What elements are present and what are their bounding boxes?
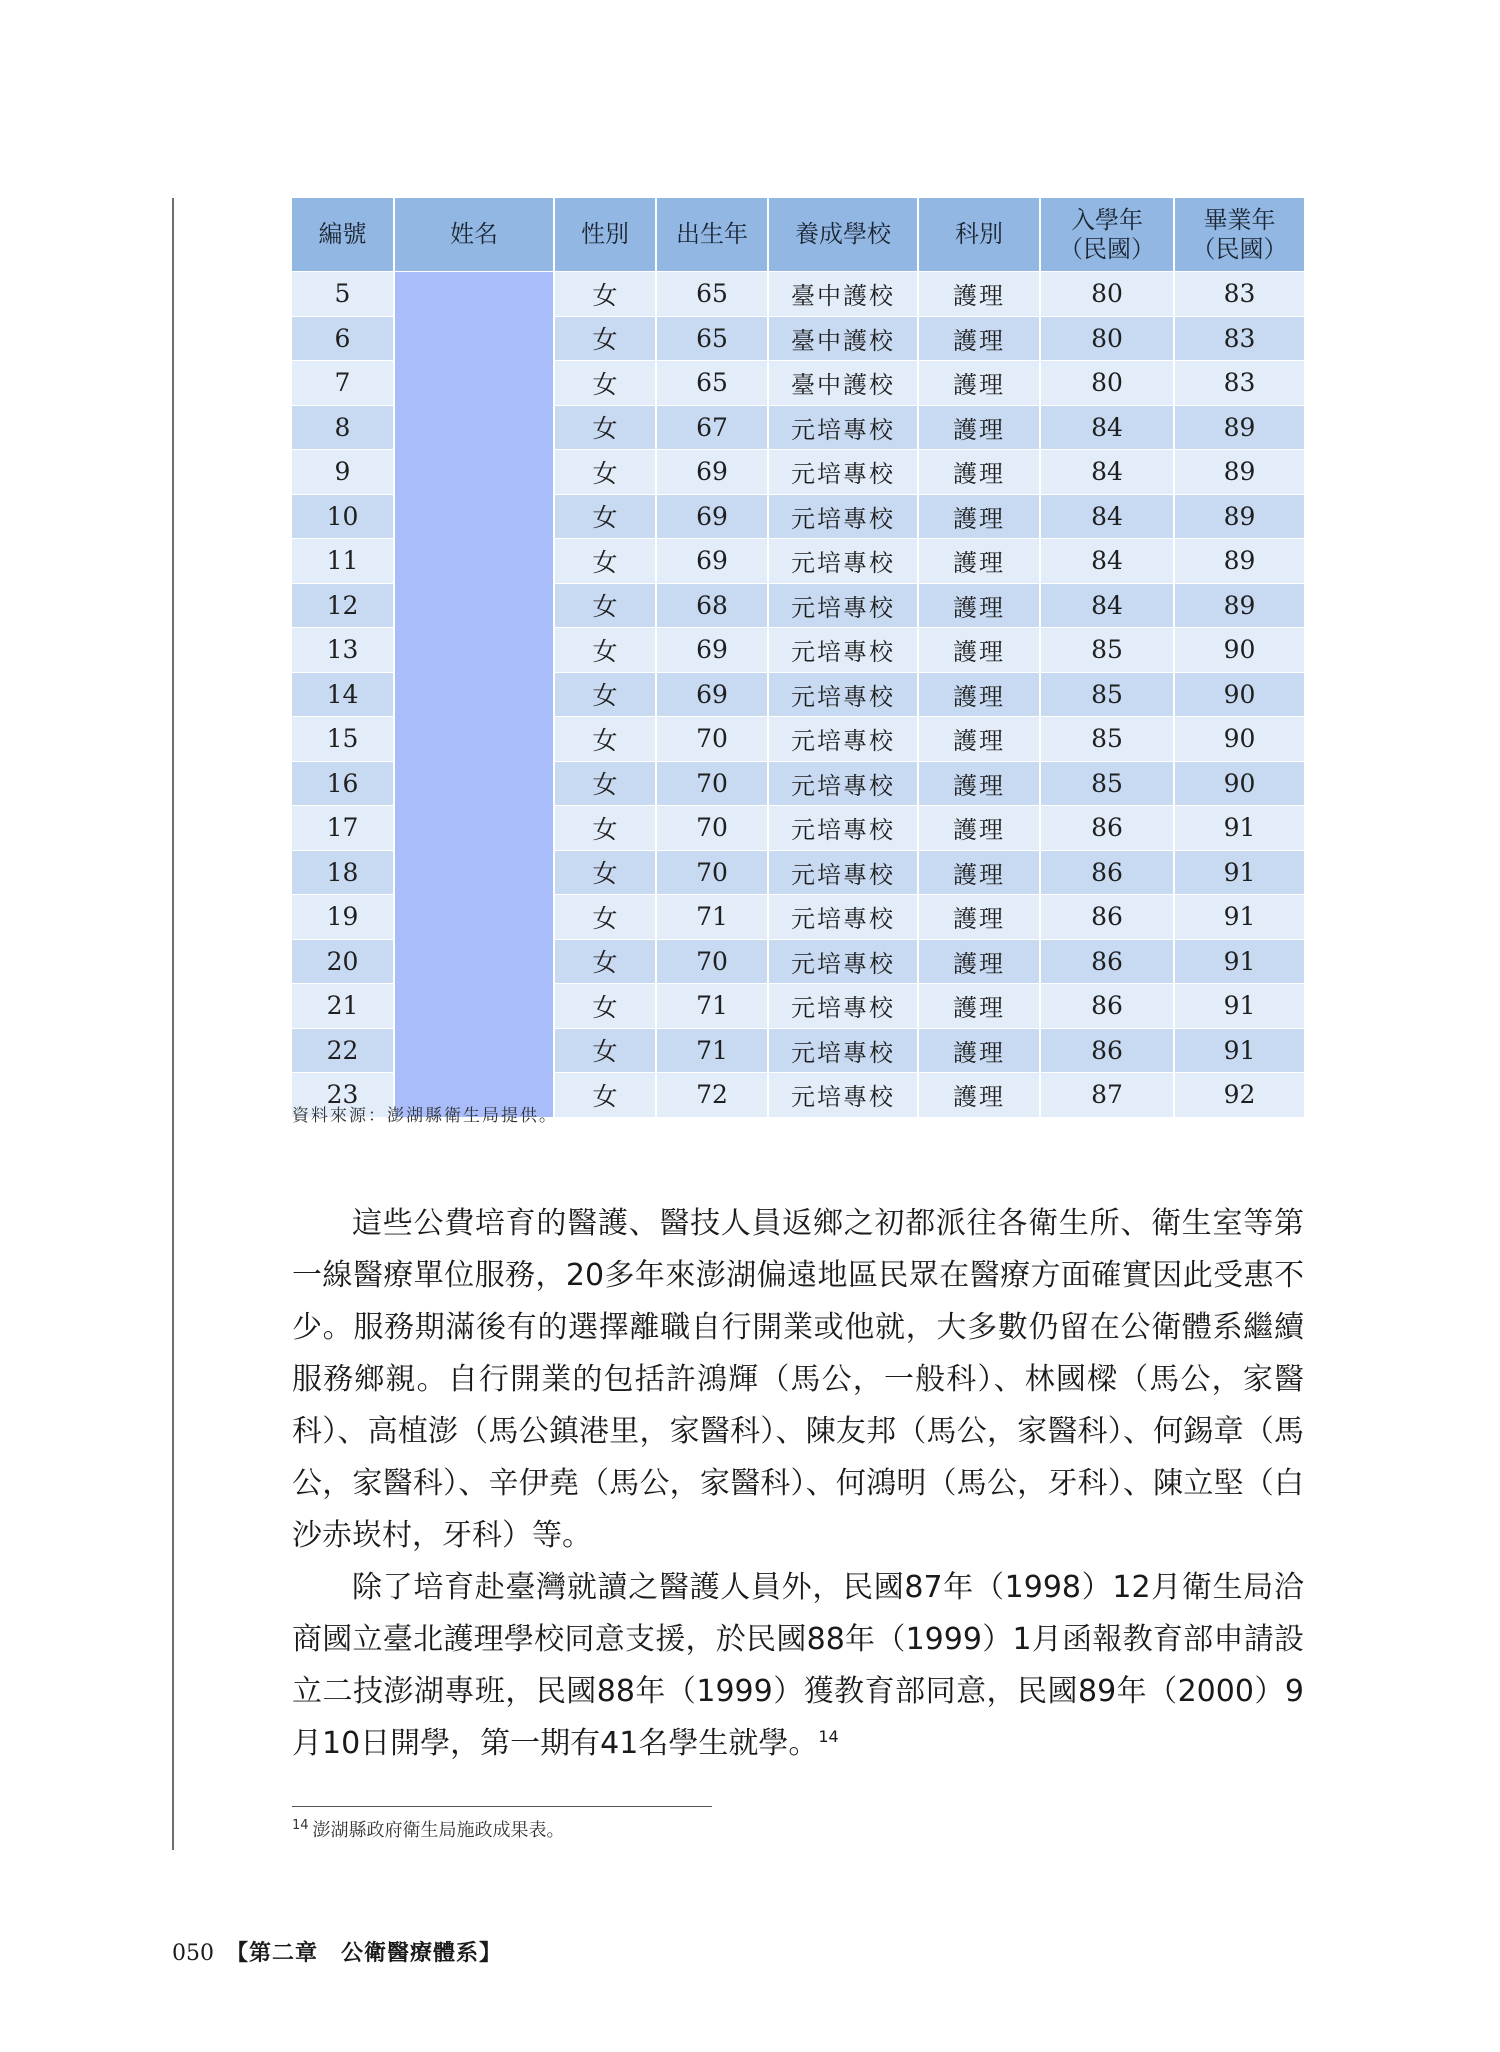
cell-col-department: 護理	[918, 895, 1040, 940]
page-footer	[172, 1936, 502, 1967]
header-col-birth-year: 出生年	[656, 198, 768, 272]
cell-col-department: 護理	[918, 984, 1040, 1029]
cell-col-department: 護理	[918, 672, 1040, 717]
cell-col-gender: 女	[554, 717, 656, 762]
paragraph-2	[292, 1562, 1304, 1770]
footnote-number: 14	[292, 1818, 309, 1833]
cell-col-school: 元培專校	[768, 672, 918, 717]
cell-col-gender: 女	[554, 272, 656, 317]
cell-col-school: 元培專校	[768, 1028, 918, 1073]
cell-col-gender: 女	[554, 1028, 656, 1073]
header-col-enroll-year: 入學年 （民國）	[1040, 198, 1174, 272]
cell-col-grad-year: 92	[1174, 1073, 1304, 1117]
cell-col-school: 元培專校	[768, 850, 918, 895]
cell-col-grad-year: 91	[1174, 939, 1304, 984]
cell-col-number: 11	[292, 539, 394, 584]
cell-col-number: 14	[292, 672, 394, 717]
cell-col-department: 護理	[918, 272, 1040, 317]
cell-col-grad-year: 83	[1174, 361, 1304, 406]
cell-col-gender: 女	[554, 895, 656, 940]
cell-col-school: 元培專校	[768, 984, 918, 1029]
cell-col-department: 護理	[918, 494, 1040, 539]
cell-col-school: 元培專校	[768, 405, 918, 450]
cell-col-number: 15	[292, 717, 394, 762]
cell-col-grad-year: 90	[1174, 628, 1304, 673]
footnote-reference[interactable]: 14	[818, 1727, 839, 1746]
cell-col-grad-year: 91	[1174, 984, 1304, 1029]
cell-col-enroll-year: 84	[1040, 583, 1174, 628]
cell-col-enroll-year: 86	[1040, 939, 1174, 984]
cell-col-school: 臺中護校	[768, 316, 918, 361]
header-col-number: 編號	[292, 198, 394, 272]
cell-col-school: 臺中護校	[768, 272, 918, 317]
body-text	[292, 1198, 1304, 1770]
footnote	[292, 1816, 565, 1842]
cell-col-birth-year: 65	[656, 361, 768, 406]
cell-col-department: 護理	[918, 583, 1040, 628]
cell-col-enroll-year: 87	[1040, 1073, 1174, 1117]
cell-col-gender: 女	[554, 939, 656, 984]
cell-col-birth-year: 71	[656, 984, 768, 1029]
cell-col-birth-year: 72	[656, 1073, 768, 1117]
cell-col-enroll-year: 85	[1040, 672, 1174, 717]
header-col-department: 科別	[918, 198, 1040, 272]
paragraph-1: 這些公費培育的醫護、醫技人員返鄉之初都派往各衛生所、衛生室等第一線醫療單位服務，20多年來澎湖偏遠地區民眾在醫療方面確實因此受惠不少。服務期滿後有的選擇離職自行開業或他就，大多數仍留在公衛體系繼續服務鄉親。自行開業的包括許鴻輝（馬公，一般科）、林國樑（馬公，家醫科）、高植澎（馬公鎮港里，家醫科）、陳友邦（馬公，家醫科）、何錫章（馬公，家醫科）、辛伊堯（馬公，家醫科）、何鴻明（馬公，牙科）、陳立堅（白沙赤崁村，牙科）等。	[292, 1206, 1304, 1553]
cell-col-number: 20	[292, 939, 394, 984]
paragraph-2-text: 除了培育赴臺灣就讀之醫護人員外，民國87年（1998）12月衛生局洽商國立臺北護理學校同意支援，於民國88年（1999）1月函報教育部申請設立二技澎湖專班，民國88年（1999）獲教育部同意，民國89年（2000）9月10日開學，第一期有41名學生就學。	[292, 1570, 1304, 1761]
cell-col-number: 7	[292, 361, 394, 406]
cell-col-school: 元培專校	[768, 583, 918, 628]
cell-col-grad-year: 89	[1174, 450, 1304, 495]
cell-col-number: 9	[292, 450, 394, 495]
header-col-school: 養成學校	[768, 198, 918, 272]
cell-col-enroll-year: 86	[1040, 850, 1174, 895]
footnote-text: 澎湖縣政府衛生局施政成果表。	[312, 1820, 565, 1841]
cell-col-number: 18	[292, 850, 394, 895]
cell-col-gender: 女	[554, 450, 656, 495]
cell-col-school: 元培專校	[768, 717, 918, 762]
name-redaction-block	[394, 272, 554, 1117]
cell-col-gender: 女	[554, 316, 656, 361]
cell-col-gender: 女	[554, 539, 656, 584]
cell-col-birth-year: 69	[656, 628, 768, 673]
cell-col-school: 元培專校	[768, 895, 918, 940]
cell-col-enroll-year: 84	[1040, 494, 1174, 539]
cell-col-birth-year: 71	[656, 895, 768, 940]
cell-col-enroll-year: 86	[1040, 895, 1174, 940]
cell-col-department: 護理	[918, 806, 1040, 851]
header-col-name: 姓名	[394, 198, 554, 272]
cell-col-department: 護理	[918, 717, 1040, 762]
cell-col-gender: 女	[554, 761, 656, 806]
cell-col-number: 22	[292, 1028, 394, 1073]
cell-col-gender: 女	[554, 672, 656, 717]
cell-col-number: 10	[292, 494, 394, 539]
cell-col-school: 元培專校	[768, 761, 918, 806]
cell-col-department: 護理	[918, 761, 1040, 806]
cell-col-number: 13	[292, 628, 394, 673]
cell-col-grad-year: 89	[1174, 494, 1304, 539]
cell-col-enroll-year: 85	[1040, 761, 1174, 806]
cell-col-department: 護理	[918, 539, 1040, 584]
cell-col-gender: 女	[554, 405, 656, 450]
cell-col-number: 17	[292, 806, 394, 851]
cell-col-school: 元培專校	[768, 539, 918, 584]
cell-col-birth-year: 65	[656, 316, 768, 361]
cell-col-number: 8	[292, 405, 394, 450]
cell-col-number: 12	[292, 583, 394, 628]
cell-col-gender: 女	[554, 361, 656, 406]
cell-col-gender: 女	[554, 850, 656, 895]
cell-col-birth-year: 65	[656, 272, 768, 317]
header-col-grad-year: 畢業年 （民國）	[1174, 198, 1304, 272]
cell-col-number: 21	[292, 984, 394, 1029]
cell-col-grad-year: 91	[1174, 895, 1304, 940]
cell-col-school: 元培專校	[768, 1073, 918, 1117]
cell-col-number: 23	[292, 1073, 394, 1117]
cell-col-gender: 女	[554, 1073, 656, 1117]
cell-col-enroll-year: 84	[1040, 539, 1174, 584]
cell-col-grad-year: 83	[1174, 316, 1304, 361]
cell-col-department: 護理	[918, 1028, 1040, 1073]
cell-col-grad-year: 90	[1174, 672, 1304, 717]
cell-col-number: 19	[292, 895, 394, 940]
nurse-training-table	[292, 198, 1304, 1117]
cell-col-number: 6	[292, 316, 394, 361]
cell-col-enroll-year: 85	[1040, 628, 1174, 673]
table-row	[292, 272, 1304, 317]
cell-col-enroll-year: 80	[1040, 272, 1174, 317]
cell-col-birth-year: 71	[656, 1028, 768, 1073]
footnote-divider	[292, 1806, 712, 1807]
cell-col-birth-year: 70	[656, 850, 768, 895]
chapter-title: 【第二章 公衛醫療體系】	[226, 1940, 503, 1966]
cell-col-school: 元培專校	[768, 450, 918, 495]
cell-col-birth-year: 69	[656, 450, 768, 495]
page-number: 050	[172, 1941, 214, 1966]
cell-col-gender: 女	[554, 628, 656, 673]
cell-col-department: 護理	[918, 1073, 1040, 1117]
cell-col-enroll-year: 80	[1040, 316, 1174, 361]
cell-col-birth-year: 70	[656, 717, 768, 762]
cell-col-department: 護理	[918, 628, 1040, 673]
cell-col-enroll-year: 84	[1040, 450, 1174, 495]
cell-col-department: 護理	[918, 316, 1040, 361]
cell-col-birth-year: 68	[656, 583, 768, 628]
cell-col-grad-year: 91	[1174, 850, 1304, 895]
cell-col-school: 元培專校	[768, 806, 918, 851]
cell-col-school: 元培專校	[768, 939, 918, 984]
cell-col-grad-year: 90	[1174, 761, 1304, 806]
cell-col-birth-year: 69	[656, 672, 768, 717]
cell-col-number: 5	[292, 272, 394, 317]
cell-col-number: 16	[292, 761, 394, 806]
cell-col-birth-year: 70	[656, 761, 768, 806]
table-body	[292, 272, 1304, 1117]
cell-col-department: 護理	[918, 405, 1040, 450]
table-source-note: 資料來源：澎湖縣衛生局提供。	[292, 1106, 558, 1126]
cell-col-enroll-year: 80	[1040, 361, 1174, 406]
cell-col-grad-year: 89	[1174, 539, 1304, 584]
cell-col-department: 護理	[918, 850, 1040, 895]
cell-col-birth-year: 70	[656, 806, 768, 851]
cell-col-school: 臺中護校	[768, 361, 918, 406]
cell-col-enroll-year: 85	[1040, 717, 1174, 762]
cell-col-enroll-year: 84	[1040, 405, 1174, 450]
cell-col-school: 元培專校	[768, 494, 918, 539]
cell-col-grad-year: 91	[1174, 1028, 1304, 1073]
cell-col-department: 護理	[918, 450, 1040, 495]
margin-rule	[172, 198, 174, 1850]
cell-col-grad-year: 89	[1174, 583, 1304, 628]
cell-col-enroll-year: 86	[1040, 984, 1174, 1029]
cell-col-gender: 女	[554, 494, 656, 539]
cell-col-gender: 女	[554, 984, 656, 1029]
cell-col-birth-year: 70	[656, 939, 768, 984]
cell-col-grad-year: 91	[1174, 806, 1304, 851]
cell-col-gender: 女	[554, 583, 656, 628]
cell-col-department: 護理	[918, 361, 1040, 406]
cell-col-department: 護理	[918, 939, 1040, 984]
cell-col-grad-year: 89	[1174, 405, 1304, 450]
cell-col-enroll-year: 86	[1040, 806, 1174, 851]
cell-col-enroll-year: 86	[1040, 1028, 1174, 1073]
cell-col-school: 元培專校	[768, 628, 918, 673]
cell-col-grad-year: 90	[1174, 717, 1304, 762]
redacted-names	[405, 272, 543, 1117]
table-header-row	[292, 198, 1304, 272]
cell-col-gender: 女	[554, 806, 656, 851]
header-col-gender: 性別	[554, 198, 656, 272]
cell-col-birth-year: 69	[656, 494, 768, 539]
cell-col-grad-year: 83	[1174, 272, 1304, 317]
cell-col-birth-year: 67	[656, 405, 768, 450]
cell-col-birth-year: 69	[656, 539, 768, 584]
